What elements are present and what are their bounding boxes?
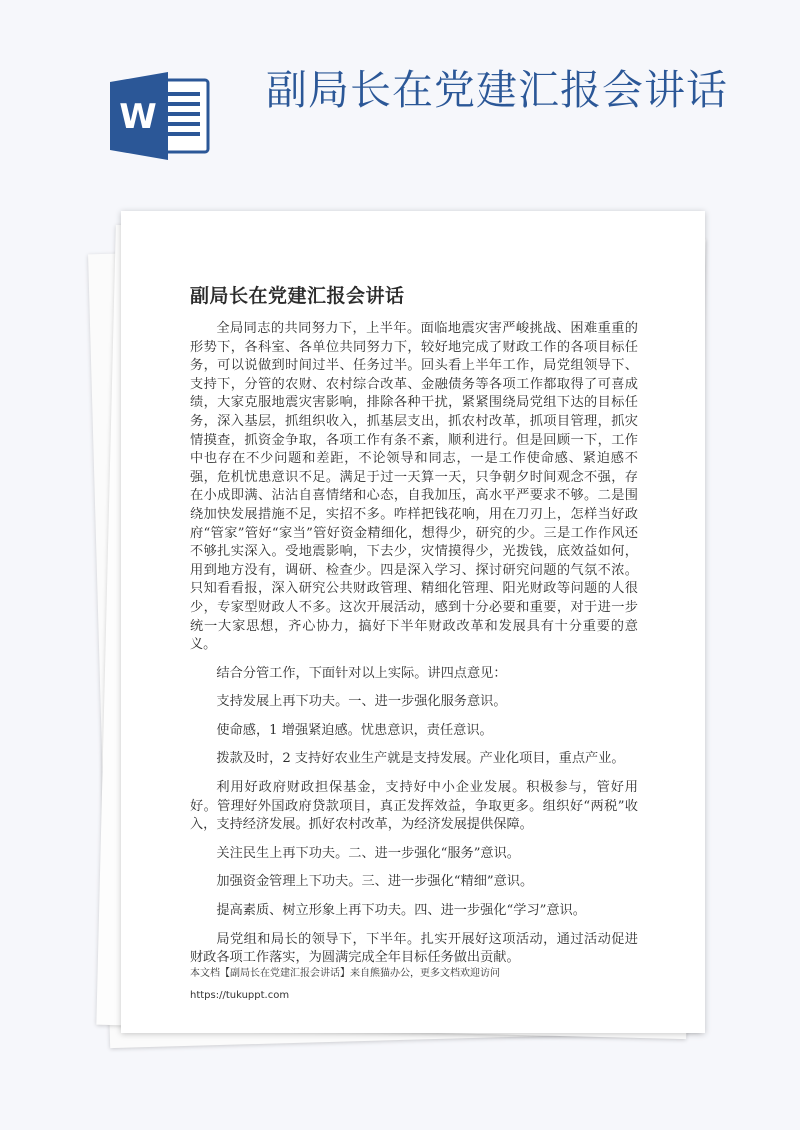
paragraph: 加强资金管理上下功夫。三、进一步强化“精细”意识。 [216, 874, 534, 890]
paragraph: 拨款及时，2 支持好农业生产就是支持发展。产业化项目，重点产业。 [216, 751, 625, 767]
document-title: 副局长在党建汇报会讲话 [190, 285, 405, 307]
paragraph: 局党组和局长的领导下，下半年。扎实开展好这项活动，通过活动促进财政各项工作落实，为圆满完成全年目标任务做出贡献。 [190, 931, 638, 966]
paragraph: 关注民生上再下功夫。二、进一步强化“服务”意识。 [216, 845, 520, 861]
source-note: 本文档【副局长在党建汇报会讲话】来自熊猫办公，更多文档欢迎访问 [190, 968, 500, 979]
word-icon-letter: W [119, 97, 157, 137]
word-document-icon [110, 72, 212, 160]
paragraph: 使命感，1 增强紧迫感。忧患意识，责任意识。 [216, 722, 493, 738]
paragraph: 提高素质、树立形象上再下功夫。四、进一步强化“学习”意识。 [216, 903, 586, 919]
paragraph: 全局同志的共同努力下，上半年。面临地震灾害严峻挑战、困难重重的形势下，各科室、各单位共同努力下，较好地完成了财政工作的各项目标任务，可以说做到时间过半、任务过半。回头看上半年工作，局党组领导下、支持下，分管的农财、农村综合改革、金融债务等各项工作都取得了可喜成绩，大家克服地震灾害影响，排除各种干扰，紧紧围绕局党组下达的目标任务，深入基层，抓组织收入，抓基层支出，抓农村改革，抓项目管理，抓灾情摸查，抓资金争取，各项工作有条不紊，顺利进行。但是回顾一下，工作中也存在不少问题和差距，不论领导和同志，一是工作使命感、紧迫感不强，危机忧患意识不足。满足于过一天算一天，只争朝夕时间观念不强，存在小成即满、沾沾自喜情绪和心态，自我加压，高水平严要求不够。二是围绕加快发展措施不足，实招不多。咋样把钱花响，用在刀刃上，怎样当好政府“管家”管好“家当”管好资金精细化，想得少，研究的少。三是工作作风还不够扎实深入。受地震影响，下去少，灾情摸得少，光拨钱，底效益如何，用到地方没有，调研、检查少。四是深入学习、探讨研究问题的气氛不浓。只知看看报，深入研究公共财政管理、精细化管理、阳光财政等问题的人很少，专家型财政人不多。这次开展活动，感到十分必要和重要，对于进一步统一大家思想，齐心协力，搞好下半年财政改革和发展具有十分重要的意义。 [190, 321, 638, 653]
paragraph: 结合分管工作，下面针对以上实际。讲四点意见： [216, 665, 507, 681]
paragraph: 支持发展上再下功夫。一、进一步强化服务意识。 [216, 694, 507, 710]
page-title: 副局长在党建汇报会讲话 [266, 66, 728, 114]
document-body [190, 320, 638, 978]
source-link[interactable]: https://tukuppt.com [190, 990, 290, 1001]
paragraph: 利用好政府财政担保基金，支持好中小企业发展。积极参与，管好用好。管理好外国政府贷款项目，真正发挥效益，争取更多。组织好“两税”收入，支持经济发展。抓好农村改革，为经济发展提供保障。 [190, 780, 638, 833]
